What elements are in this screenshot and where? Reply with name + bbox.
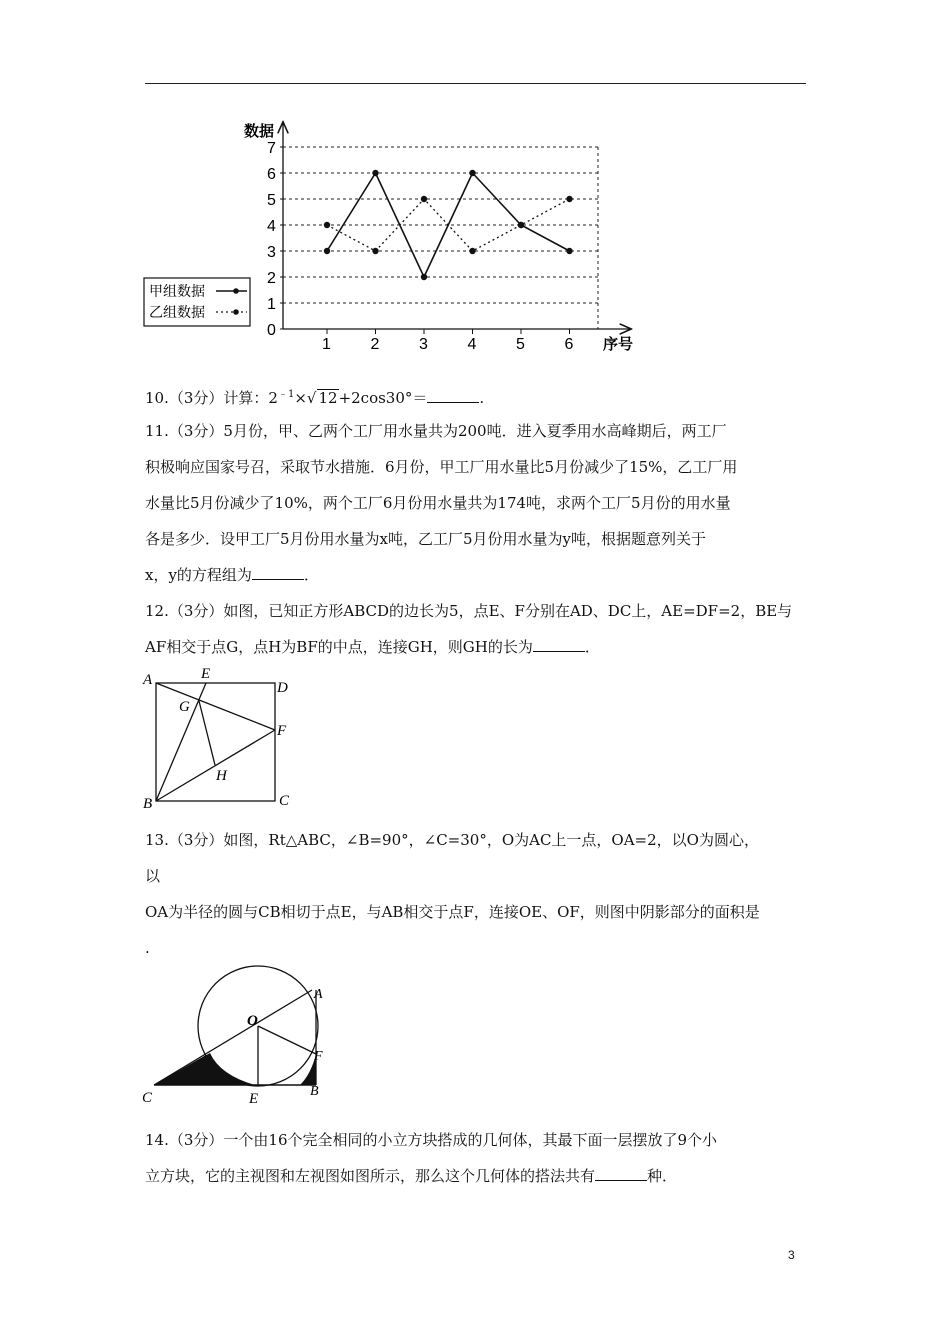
figure-square-abcd: [140, 665, 300, 810]
data-point-series-1: [566, 248, 572, 254]
data-point-series-2: [566, 196, 572, 202]
label-G: G: [179, 699, 190, 715]
data-point-series-1: [372, 170, 378, 176]
y-tick-label: 4: [267, 218, 276, 235]
x-tick-label: 4: [467, 336, 477, 353]
answer-blank-11[interactable]: [252, 565, 304, 580]
label-O: O: [247, 1013, 258, 1029]
question-14: 14.（3分）一个由16个完全相同的小立方块搭成的几何体，其最下面一层摆放了9个小 立方块，它的主视图和左视图如图所示，那么这个几何体的搭法共有 种．: [145, 1131, 718, 1185]
y-tick-label: 5: [267, 192, 276, 209]
legend-marker-series-1: [233, 288, 239, 294]
y-tick-label: 7: [267, 140, 276, 157]
answer-blank-14[interactable]: [595, 1166, 647, 1181]
question-13: 13.（3分）如图，Rt△ABC，∠B=90°，∠C=30°，O为AC上一点，OA=2，以O为圆心， 以 OA为半径的圆与CB相切于点E，与AB相交于点F，连接OE、OF，则图中阴影部分的面积是 .: [145, 831, 760, 957]
y-tick-label: 0: [267, 322, 276, 339]
answer-blank-12[interactable]: [533, 637, 585, 652]
answer-blank-10[interactable]: [427, 388, 479, 403]
label-D: D: [277, 680, 288, 696]
header-rule: [145, 83, 806, 84]
data-point-series-2: [421, 196, 427, 202]
y-tick-label: 2: [267, 270, 276, 287]
y-tick-label: 6: [267, 166, 276, 183]
label-A: A: [314, 987, 323, 1002]
data-point-series-2: [324, 222, 330, 228]
page-number: 3: [788, 1248, 795, 1262]
label-C: C: [279, 793, 290, 809]
label-E: E: [201, 666, 211, 682]
x-tick-label: 6: [564, 336, 574, 353]
sqrt-radicand: 12: [318, 389, 338, 407]
chart-grid: [283, 147, 598, 329]
figure-right-triangle-circle: [140, 960, 340, 1108]
x-tick-label: 2: [370, 336, 380, 353]
label-F: F: [314, 1049, 323, 1064]
y-tick-label: 3: [267, 244, 276, 261]
data-point-series-2: [372, 248, 378, 254]
label-C: C: [142, 1090, 153, 1106]
question-11: 11.（3分）5月份，甲、乙两个工厂用水量共为200吨．进入夏季用水高峰期后，两工厂 积极响应国家号召，采取节水措施．6月份，甲工厂用水量比5月份减少了15%，乙工厂用 水量比5月份减少了10%，两个工厂6月份用水量共为174吨，求两个工厂5月份的用水量 各是多少．设甲工厂5月份用水量为x吨，乙工厂5月份用水量为y吨，根据题意列关于 x，y的方程组为 ．: [145, 422, 738, 584]
legend-marker-series-2: [233, 309, 239, 315]
label-H: H: [216, 768, 227, 784]
line-chart: [140, 115, 645, 360]
chart-axes: [283, 123, 630, 329]
label-B: B: [143, 796, 153, 810]
x-tick-label: 5: [516, 336, 525, 353]
chart-legend: [144, 278, 250, 326]
legend-label-series-2: 乙组数据: [149, 304, 205, 320]
x-tick-label: 1: [322, 336, 331, 353]
label-E: E: [249, 1091, 259, 1107]
y-axis-label: 数据: [244, 123, 275, 140]
y-tick-label: 1: [267, 296, 276, 313]
label-F: F: [277, 723, 287, 739]
x-axis-label: 序号: [603, 336, 634, 353]
data-point-series-2: [518, 222, 524, 228]
question-10: 10.（3分）计算：$2^{﹣1}\times√$ 12+2cos30°＝ .: [145, 389, 485, 407]
legend-label-series-1: 甲组数据: [149, 283, 205, 299]
x-tick-label: 3: [419, 336, 428, 353]
question-12: 12.（3分）如图，已知正方形ABCD的边长为5，点E、F分别在AD、DC上，AE=DF=2，BE与 AF相交于点G，点H为BF的中点，连接GH，则GH的长为 ．: [145, 602, 793, 656]
data-point-series-2: [469, 248, 475, 254]
label-B: B: [310, 1084, 319, 1099]
label-A: A: [143, 672, 153, 688]
data-point-series-1: [421, 274, 427, 280]
data-point-series-1: [324, 248, 330, 254]
data-point-series-1: [469, 170, 475, 176]
